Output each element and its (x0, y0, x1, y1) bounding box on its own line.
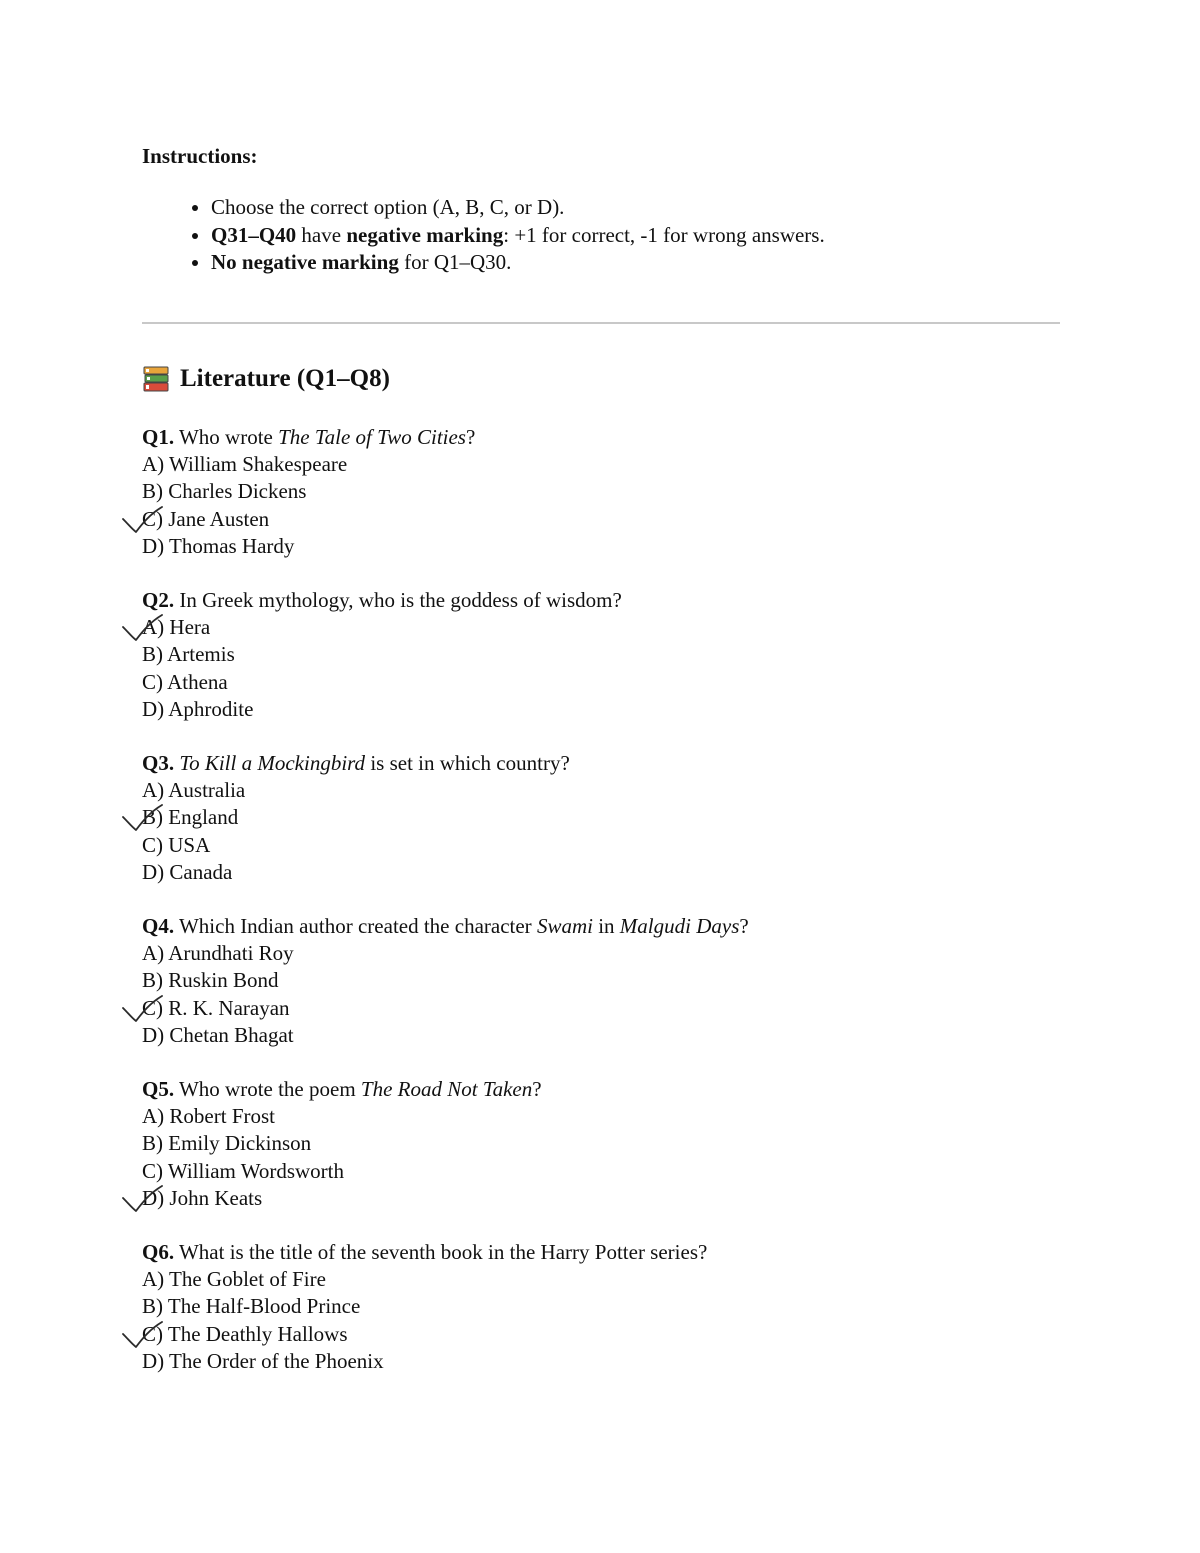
instruction-text: have (296, 222, 347, 247)
instruction-bold: negative marking (346, 222, 504, 247)
question-title-italic: To Kill a Mockingbird (179, 751, 366, 776)
answer-option: B) Charles Dickens (142, 479, 307, 504)
question-fragment: ? (465, 425, 476, 449)
instruction-bold: No negative marking (211, 250, 399, 274)
question-text (142, 587, 1060, 614)
question-fragment: ? (532, 1077, 542, 1102)
question-title-italic: The Road Not Taken (360, 1077, 533, 1102)
question-block (142, 750, 1060, 886)
answer-option: B) England (142, 804, 1060, 831)
question-fragment: ? (739, 914, 749, 939)
instructions-list (142, 194, 1060, 277)
question-block (142, 587, 1060, 723)
question-number: Q2. (142, 588, 175, 613)
question-number: Q6. (142, 1240, 175, 1265)
answer-option: C) William Wordsworth (142, 1158, 345, 1183)
question-number: Q4. (142, 914, 175, 939)
section-heading (142, 364, 390, 394)
answer-option: B) Emily Dickinson (142, 1131, 312, 1156)
answer-option: B) Artemis (142, 642, 235, 667)
answer-option: B) Ruskin Bond (142, 968, 279, 993)
question-block (142, 1239, 1060, 1375)
quiz-page (142, 142, 1060, 1373)
answer-option: B) The Half-Blood Prince (142, 1294, 361, 1319)
instruction-item (211, 194, 1060, 222)
instruction-item (211, 222, 1060, 250)
question-text (142, 913, 1060, 940)
question-list (142, 424, 1060, 1402)
section-divider (142, 322, 1060, 324)
question-fragment: In Greek mythology, who is the goddess of wisdom? (174, 588, 622, 613)
books-icon (142, 365, 170, 393)
answer-option: A) Hera (142, 614, 1060, 641)
question-number: Q3. (142, 751, 175, 776)
question-text (142, 424, 1060, 451)
question-title-italic: The Tale of Two Cities (278, 425, 466, 449)
instruction-text: : +1 for correct, -1 for wrong answers. (503, 222, 825, 247)
answer-option: D) John Keats (142, 1185, 1060, 1212)
answer-option: A) Arundhati Roy (142, 941, 294, 966)
answer-option: C) The Deathly Hallows (142, 1321, 1060, 1348)
question-fragment: Which Indian author created the character (174, 914, 537, 939)
question-title-italic: Swami (536, 914, 593, 939)
answer-option: D) Canada (142, 859, 233, 884)
check-mark-icon (120, 1183, 180, 1219)
question-block (142, 424, 1060, 560)
answer-option: C) USA (142, 832, 211, 857)
instruction-bold: Q31–Q40 (211, 222, 297, 247)
question-fragment: Who wrote the poem (174, 1077, 361, 1102)
question-text (142, 1239, 1060, 1266)
section-title: Literature (Q1–Q8) (180, 365, 390, 392)
question-number: Q1. (142, 425, 175, 449)
answer-option: C) Jane Austen (142, 506, 1060, 533)
answer-option: C) R. K. Narayan (142, 995, 1060, 1022)
instruction-item (211, 249, 1060, 277)
instruction-text: Choose the correct option (A, B, C, or D). (211, 195, 565, 219)
answer-option: A) Robert Frost (142, 1104, 275, 1129)
instructions-title: Instructions: (142, 144, 258, 168)
answer-option: D) Aphrodite (142, 696, 254, 721)
answer-option: A) Australia (142, 778, 246, 803)
question-block (142, 1076, 1060, 1212)
question-number: Q5. (142, 1077, 175, 1102)
question-fragment: Who wrote (174, 425, 279, 449)
question-text (142, 750, 1060, 777)
question-title-italic: Malgudi Days (619, 914, 740, 939)
answer-option: D) Chetan Bhagat (142, 1022, 294, 1047)
instruction-text: for Q1–Q30. (398, 250, 512, 274)
question-fragment: is set in which country? (365, 751, 570, 776)
question-text (142, 1076, 1060, 1103)
answer-option: D) Thomas Hardy (142, 533, 295, 558)
answer-option: C) Athena (142, 669, 228, 694)
answer-option: D) The Order of the Phoenix (142, 1348, 384, 1373)
answer-option: A) The Goblet of Fire (142, 1267, 326, 1292)
question-fragment: in (592, 914, 620, 939)
question-block (142, 913, 1060, 1049)
answer-option: A) William Shakespeare (142, 452, 348, 477)
question-fragment: What is the title of the seventh book in the Harry Potter series? (174, 1240, 708, 1265)
